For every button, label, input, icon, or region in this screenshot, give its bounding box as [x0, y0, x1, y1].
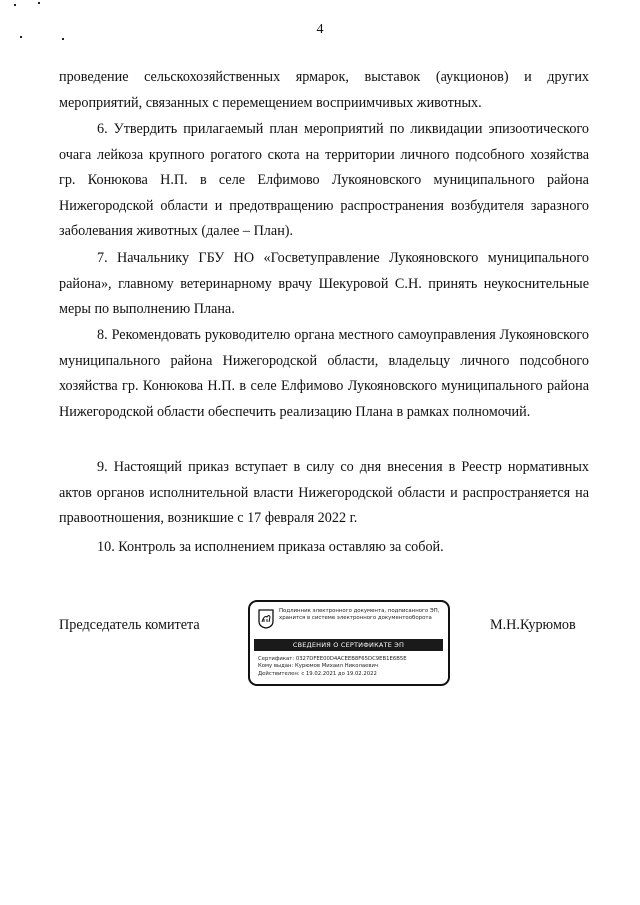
certificate-owner: Кому выдан: Курюмов Михаил Николаевич	[258, 663, 379, 670]
coat-of-arms-icon	[258, 609, 274, 629]
paragraph-6: 6. Утвердить прилагаемый план мероприятий по ликвидации эпизоотического очага лейкоза крупного рогатого скота на территории личного подсобного хозяйства гр. Конюкова Н.П. в селе Елфимово Лукояновского муниципального района Нижегородской области и предотвращению распространения возбудителя заразного заболевания животных (далее – План).	[59, 121, 589, 240]
paragraph-5-continuation: проведение сельскохозяйственных ярмарок, выставок (аукционов) и других мероприятий, связанных с перемещением восприимчивых животных.	[59, 69, 589, 111]
paragraph-10: 10. Контроль за исполнением приказа оставляю за собой.	[97, 539, 444, 555]
signatory-name: М.Н.Курюмов	[490, 617, 576, 633]
stamp-header: СВЕДЕНИЯ О СЕРТИФИКАТЕ ЭП	[254, 639, 443, 651]
certificate-number: Сертификат: 0327DFEE00D4ACEEB8F65DC9EB1E6B5E	[258, 656, 407, 662]
certificate-validity: Действителен: с 19.02.2021 до 19.02.2022	[258, 670, 377, 677]
e-signature-stamp	[248, 600, 450, 686]
stamp-signed-note: Подлинник электронного документа, подписанного ЭП, хранится в системе электронного документооборота	[279, 608, 440, 621]
signatory-title: Председатель комитета	[59, 617, 200, 633]
paragraph-8: 8. Рекомендовать руководителю органа местного самоуправления Лукояновского муниципального района Нижегородской области, владельцу личного подсобного хозяйства гр. Конюкова Н.П. в селе Елфимово Лукояновского муниципального района Нижегородской области обеспечить реализацию Плана в рамках полномочий.	[59, 327, 589, 420]
page-number: 4	[316, 22, 324, 37]
scan-mark	[14, 4, 16, 6]
scan-mark	[20, 36, 22, 38]
scan-mark	[62, 38, 64, 40]
paragraph-7: 7. Начальнику ГБУ НО «Госветуправление Лукояновского муниципального района», главному ветеринарному врачу Шекуровой С.Н. принять неукоснительные меры по выполнению Плана.	[59, 250, 589, 318]
scan-mark	[38, 2, 40, 4]
paragraph-9: 9. Настоящий приказ вступает в силу со дня внесения в Реестр нормативных актов органов исполнительной власти Нижегородской области и распространяется на правоотношения, возникшие с 17 февраля 2022 г.	[59, 459, 589, 527]
stamp-details	[258, 656, 446, 678]
